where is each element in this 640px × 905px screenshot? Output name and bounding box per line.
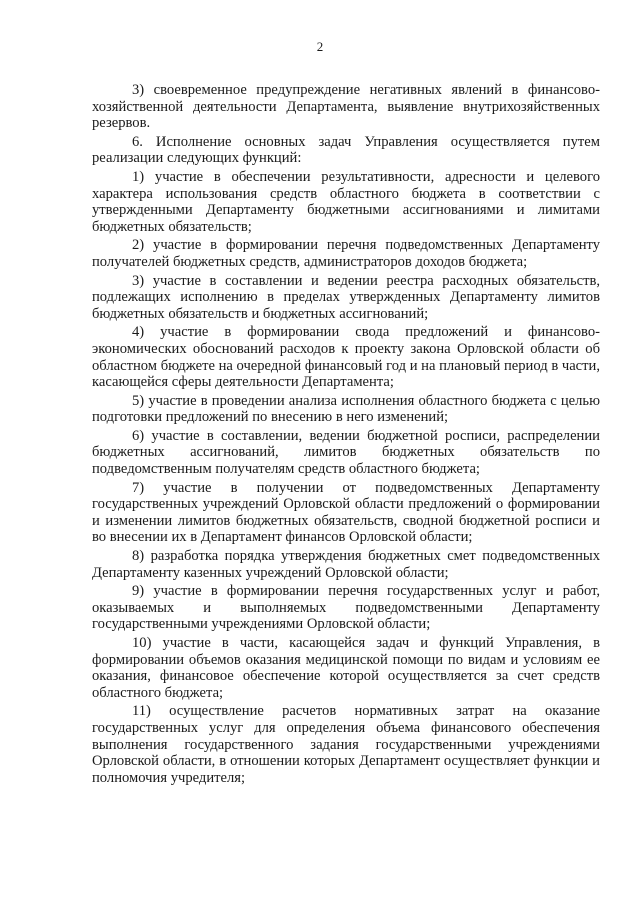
function-item-11: 11) осуществление расчетов нормативных затрат на оказание государственных услуг для определения объема финансового обеспечения выполнения государственного задания государственными учреждениями Орловской области, в отношении которых Департамент осуществляет функции и полномочия учредителя; (92, 703, 600, 786)
function-item-7: 7) участие в получении от подведомственных Департаменту государственных учреждений Орловской области предложений о формировании и изменении лимитов бюджетных обязательств, сводной бюджетной росписи и во внесении их в Департамент финансов Орловской области; (92, 479, 600, 546)
function-item-5: 5) участие в проведении анализа исполнения областного бюджета с целью подготовки предложений по внесению в него изменений; (92, 392, 600, 426)
function-item-4: 4) участие в формировании свода предложений и финансово-экономических обоснований расходов к проекту закона Орловской области об областном бюджете на очередной финансовый год и на плановый период в части, касающейся сферы деятельности Департамента; (92, 324, 600, 391)
paragraph-item-3-reserves: 3) своевременное предупреждение негативных явлений в финансово-хозяйственной деятельности Департамента, выявление внутрихозяйственных резервов. (92, 82, 600, 132)
document-body (92, 82, 600, 788)
function-item-2: 2) участие в формировании перечня подведомственных Департаменту получателей бюджетных средств, администраторов доходов бюджета; (92, 237, 600, 270)
function-item-6: 6) участие в составлении, ведении бюджетной росписи, распределении бюджетных ассигнований, лимитов бюджетных обязательств по подведомственным получателям средств областного бюджета; (92, 427, 600, 478)
paragraph-section-6-intro: 6. Исполнение основных задач Управления осуществляется путем реализации следующих функций: (92, 133, 600, 167)
page-number: 2 (316, 39, 324, 54)
function-item-3: 3) участие в составлении и ведении реестра расходных обязательств, подлежащих исполнению в пределах утвержденных Департаменту лимитов бюджетных обязательств и бюджетных ассигнований; (92, 272, 600, 322)
function-item-1: 1) участие в обеспечении результативности, адресности и целевого характера использования средств областного бюджета в соответствии с утвержденными Департаменту бюджетными ассигнованиями и лимитами бюджетных обязательств; (92, 168, 600, 235)
function-item-10: 10) участие в части, касающейся задач и функций Управления, в формировании объемов оказания медицинской помощи по видам и условиям ее оказания, финансовое обеспечение которой осуществляется за счет средств областного бюджета; (92, 635, 600, 701)
function-item-9: 9) участие в формировании перечня государственных услуг и работ, оказываемых и выполняемых подведомственными Департаменту государственными учреждениями Орловской области; (92, 583, 600, 633)
function-item-8: 8) разработка порядка утверждения бюджетных смет подведомственных Департаменту казенных учреждений Орловской области; (92, 548, 600, 581)
